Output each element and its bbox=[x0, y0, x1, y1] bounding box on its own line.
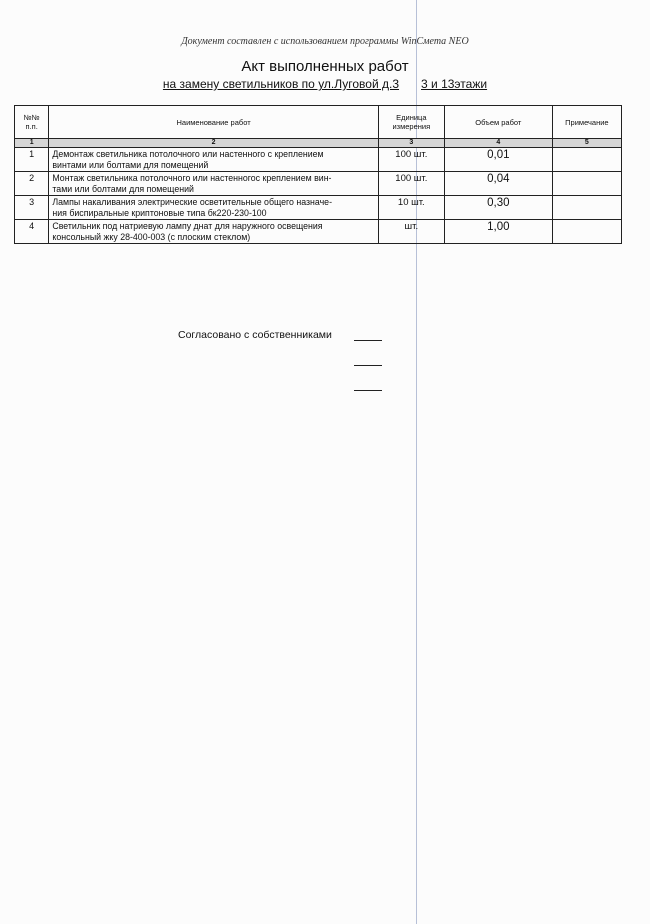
approval-label: Согласовано с собственниками bbox=[178, 329, 332, 341]
note bbox=[552, 172, 621, 196]
row-number: 2 bbox=[15, 172, 49, 196]
work-name-line: консольный жку 28-400-003 (с плоским стеклом) bbox=[52, 231, 251, 242]
row-number: 3 bbox=[15, 196, 49, 220]
document-subtitle bbox=[0, 77, 650, 91]
work-name-line: ния биспиральные криптоновые типа бк220-230-100 bbox=[52, 207, 267, 218]
column-number: 1 bbox=[15, 139, 49, 148]
subtitle-floors: 3 и 13этажи bbox=[421, 77, 488, 91]
header-note: Примечание bbox=[552, 106, 621, 139]
unit: шт. bbox=[378, 220, 444, 244]
note bbox=[552, 220, 621, 244]
work-name-line: винтами или болтами для помещений bbox=[52, 159, 209, 170]
table-row bbox=[15, 148, 622, 172]
column-number: 2 bbox=[49, 139, 378, 148]
signature-line bbox=[354, 365, 382, 366]
row-number: 4 bbox=[15, 220, 49, 244]
column-number: 5 bbox=[552, 139, 621, 148]
work-name bbox=[49, 196, 378, 220]
unit: 10 шт. bbox=[378, 196, 444, 220]
work-name bbox=[49, 172, 378, 196]
header-number: №№ п.п. bbox=[15, 106, 49, 139]
volume: 0,04 bbox=[444, 172, 552, 196]
header-work-name: Наименование работ bbox=[49, 106, 378, 139]
table-row bbox=[15, 172, 622, 196]
header-volume: Объем работ bbox=[444, 106, 552, 139]
row-number: 1 bbox=[15, 148, 49, 172]
volume: 0,30 bbox=[444, 196, 552, 220]
work-name-line: тами или болтами для помещений bbox=[52, 183, 194, 194]
table-row bbox=[15, 220, 622, 244]
column-number: 4 bbox=[444, 139, 552, 148]
column-number: 3 bbox=[378, 139, 444, 148]
unit: 100 шт. bbox=[378, 172, 444, 196]
work-name-line: Монтаж светильника потолочного или настенногос креплением вин- bbox=[52, 173, 332, 183]
work-name-line: Светильник под натриевую лампу днат для наружного освещения bbox=[52, 221, 323, 231]
unit: 100 шт. bbox=[378, 148, 444, 172]
work-name-line: Лампы накаливания электрические осветительные общего назначе- bbox=[52, 197, 333, 207]
subtitle-address: на замену светильников по ул.Луговой д.3 bbox=[162, 77, 400, 91]
work-name bbox=[49, 220, 378, 244]
software-note: Документ составлен с использованием программы WinСмета NEO bbox=[181, 36, 469, 47]
signature-line bbox=[354, 340, 382, 341]
works-table bbox=[14, 105, 622, 244]
document-title: Акт выполненных работ bbox=[241, 58, 409, 75]
signature-line bbox=[354, 390, 382, 391]
table-row bbox=[15, 196, 622, 220]
table-header-row bbox=[15, 106, 622, 139]
volume: 1,00 bbox=[444, 220, 552, 244]
header-unit: Единица измерения bbox=[378, 106, 444, 139]
note bbox=[552, 148, 621, 172]
work-name bbox=[49, 148, 378, 172]
column-number-row bbox=[15, 139, 622, 148]
note bbox=[552, 196, 621, 220]
volume: 0,01 bbox=[444, 148, 552, 172]
work-name-line: Демонтаж светильника потолочного или настенного с креплением bbox=[52, 149, 324, 159]
